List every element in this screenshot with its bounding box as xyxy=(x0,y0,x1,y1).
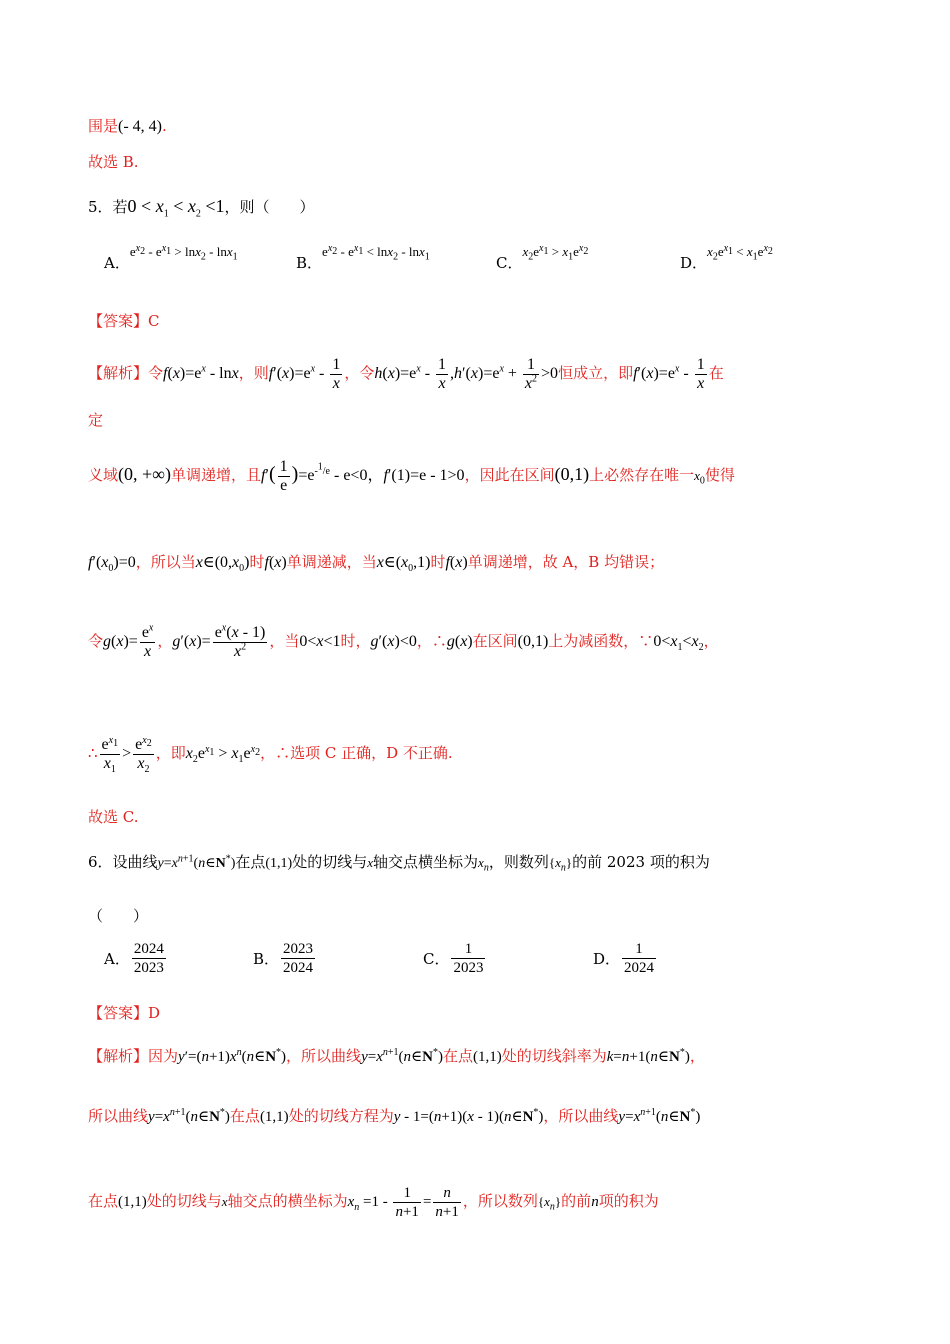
q5-analysis-line2: 义域(0, +∞)单调递增，且f′( $\frac{1}{e}$ )$=e^{-^1/e} - e<0$，f′(1)=e - 1>0，因此在区间(0,1)上必然存在唯一$x_0$使得 xyxy=(88,458,735,494)
q5-option-c: C．$x_2e^{x_1} > x_1e^{x_2}$ xyxy=(496,242,589,272)
q6-option-d: D． $\frac{1}{2024}$ xyxy=(593,941,655,976)
q5-option-b: B．$e^{x_2} - e^{x_1} < \ln x_2 - \ln x_1$ xyxy=(296,242,430,272)
q5-option-a: A．$e^{x_2} - e^{x_1} > \ln x_2 - \ln x_1$ xyxy=(104,242,238,272)
q5-choose-c: 故选 C. xyxy=(88,808,139,826)
q5-analysis-line1: 【解析】令$f(x)=e^x - \ln x$，则$f'(x)=e^x$ - $\frac{1}{x}$ ，令$h(x)=e^x$ - $\frac{1}{x}$ $,h'(x)=e^x$ + $\frac{1}{x^2}$ >0恒成立，即$f'(x)=e^x$ - $\frac{1}{x}$ 在 xyxy=(88,356,724,392)
q6-option-c: C． $\frac{1}{2023}$ xyxy=(423,941,484,976)
q5-analysis-line3: $f'(x_0)=0$，所以当$x\in(0,x_0)$时f(x)单调递减，当$x\in(x_0,1)$时f(x)单调递增，故 A，B 均错误； xyxy=(88,553,665,575)
q5-answer-value: C xyxy=(148,312,160,330)
q6-analysis-line1: 【解析】因为$y'=(n+1)x^n(n\in N^*)$，所以曲线$y=x^{n+1}(n\in N^*)$在点(1,1)处的切线斜率为k=n+1(n∈N*)， xyxy=(88,1047,705,1065)
q6-analysis-line3: 在点(1,1)处的切线与x轴交点的横坐标为$x_n =1$ - $\frac{1}{n+1}$ = $\frac{n}{n+1}$ ，所以数列$\{x_n\}$的前n项的积为 xyxy=(88,1185,659,1220)
q6-option-b: B． $\frac{2023}{2024}$ xyxy=(253,941,314,976)
q6-answer-value: D xyxy=(148,1004,161,1022)
q5-analysis-line1b: 定 xyxy=(88,411,104,429)
q5-analysis-line5: ∴ $\frac{e^{x_1}}{x_1}$ > $\frac{e^{x_2}}{x_2}$ ，即$x_2e^{x_1} > x_1e^{x_2}$，∴选项 C 正确，D 不正确. xyxy=(88,734,453,776)
q5-analysis-line4: 令g(x)= $\frac{e^x}{x}$ ，g′(x)= $\frac{e^x(x - 1)}{x^2}$ ，当0<x<1时，g′(x)<0，∴g(x)在区间(0,1)上为减函数，$\because 0<x_1<x_2$， xyxy=(88,622,719,660)
choose-b-line: 故选 B. xyxy=(88,153,139,171)
q6-stem: 6．设曲线$y=x^{n+1}(n\in N^*)$在点(1,1)处的切线与x轴交点横坐标为$x_n$，则数列$\{x_n\}$的前 2023 项的积为 xyxy=(88,853,710,874)
q6-option-a: A． $\frac{2024}{2023}$ xyxy=(104,941,164,976)
q6-answer: 【答案】D xyxy=(88,1004,161,1022)
range-value: (- 4, 4) xyxy=(118,118,162,135)
q5-answer: 【答案】C xyxy=(88,312,160,330)
range-line: 围是(- 4, 4). xyxy=(88,117,167,135)
q5-option-d: D．$x_2e^{x_1} < x_1e^{x_2}$ xyxy=(680,242,773,272)
q5-stem: 5．若$0 < x_1 < x_2 <1$，则（ ） xyxy=(88,196,315,220)
q6-analysis-line2: 所以曲线$y=x^{n+1}(n\in N^*)$在点(1,1)处的切线方程为y - 1=(n+1)(x - 1)(n∈N*)，所以曲线$y=x^{n+1}(n\in N^*)$ xyxy=(88,1107,701,1125)
range-prefix: 围是 xyxy=(88,117,119,135)
q6-paren: （ ） xyxy=(88,907,149,925)
